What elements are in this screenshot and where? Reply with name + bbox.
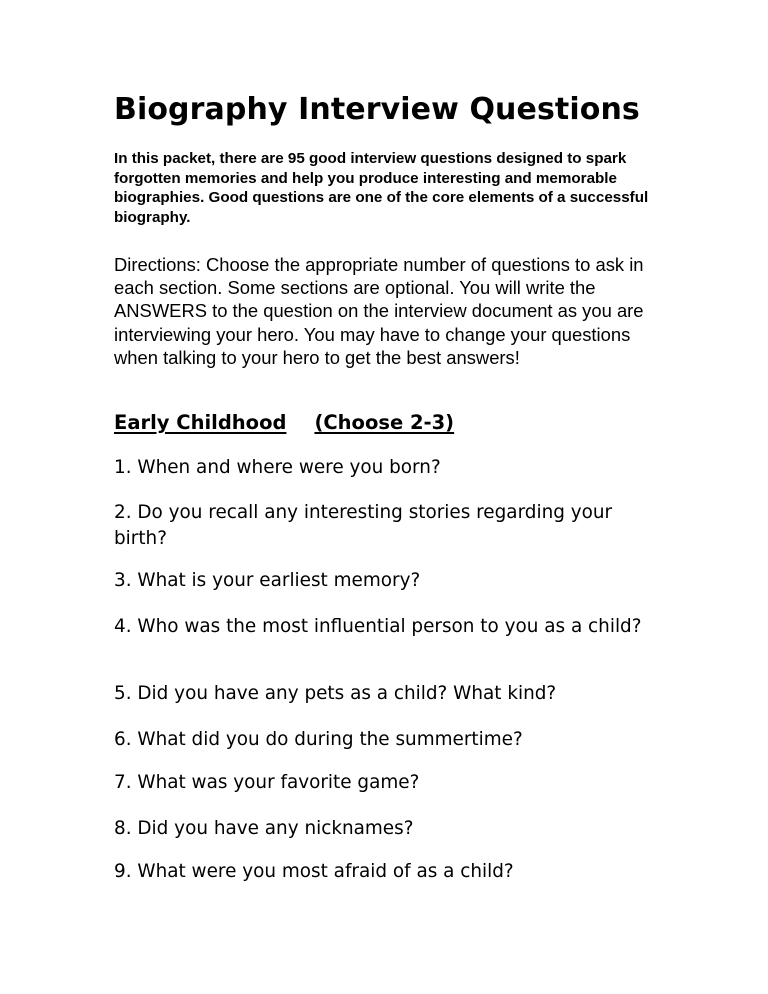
question-item: 7. What was your favorite game? xyxy=(114,772,420,793)
question-item: 2. Do you recall any interesting stories regarding your birth? xyxy=(114,502,613,549)
section-heading xyxy=(114,410,454,436)
directions-paragraph: Directions: Choose the appropriate number of questions to ask in each section. Some sections are optional. You will write the ANSWERS to the question on the interview document as you are interviewing your hero. You may have to change your questions when talking to your hero to get the best answers! xyxy=(114,254,644,368)
page-title: Biography Interview Questions xyxy=(114,92,640,127)
question-item: 6. What did you do during the summertime? xyxy=(114,729,523,750)
question-item: 9. What were you most afraid of as a child? xyxy=(114,861,514,882)
section-title: Early Childhood xyxy=(114,411,287,434)
question-item: 3. What is your earliest memory? xyxy=(114,570,421,591)
intro-paragraph: In this packet, there are 95 good interview questions designed to spark forgotten memories and help you produce interesting and memorable biographies. Good questions are one of the core elements of a successful biography. xyxy=(114,150,649,226)
question-item: 8. Did you have any nicknames? xyxy=(114,818,414,839)
section-choose-note: (Choose 2-3) xyxy=(314,411,455,434)
question-item: 4. Who was the most influential person to you as a child? xyxy=(114,616,642,637)
question-item: 1. When and where were you born? xyxy=(114,457,441,478)
question-item: 5. Did you have any pets as a child? What kind? xyxy=(114,683,557,704)
